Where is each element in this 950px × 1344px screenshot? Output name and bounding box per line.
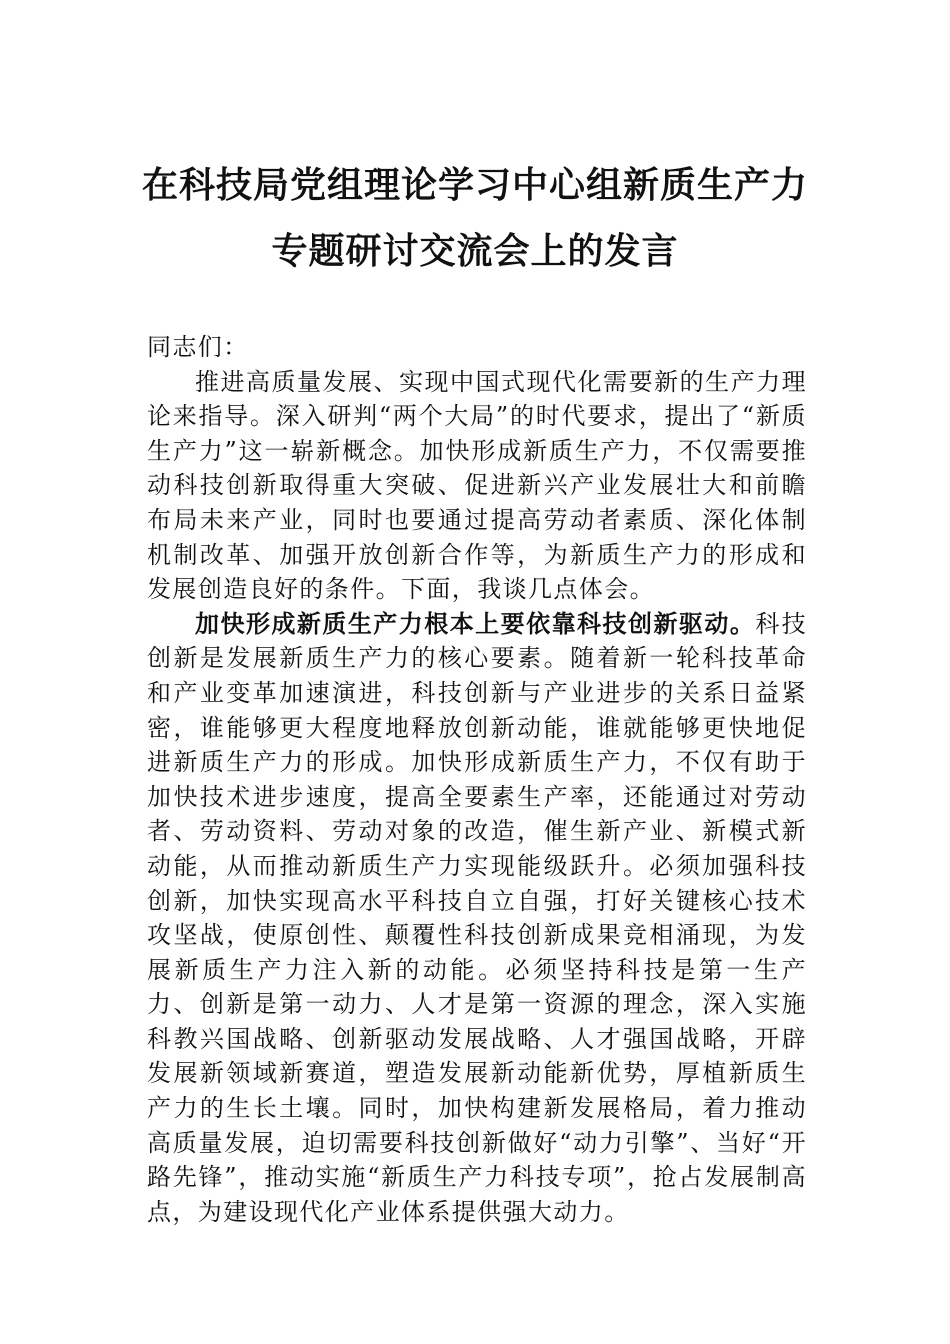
document-title-line-2: 专题研讨交流会上的发言 [271,231,679,272]
document-body [147,330,807,1229]
paragraph-body-text: 科技创新是发展新质生产力的核心要素。随着新一轮科技革命和产业变革加速演进，科技创新与产业进步的关系日益紧密，谁能够更大程度地释放创新动能，谁就能够更快地促进新质生产力的形成。加快形成新质生产力，不仅有助于加快技术进步速度，提高全要素生产率，还能通过对劳动者、劳动资料、劳动对象的改造，催生新产业、新模式新动能，从而推动新质生产力实现能级跃升。必须加强科技创新，加快实现高水平科技自立自强，打好关键核心技术攻坚战，使原创性、颠覆性科技创新成果竞相涌现，为发展新质生产力注入新的动能。必须坚持科技是第一生产力、创新是第一动力、人才是第一资源的理念，深入实施科教兴国战略、创新驱动发展战略、人才强国战略，开辟发展新领域新赛道，塑造发展新动能新优势，厚植新质生产力的生长土壤。同时，加快构建新发展格局，着力推动高质量发展，迫切需要科技创新做好“动力引擎”、当好“开路先锋”，推动实施“新质生产力科技专项”，抢占发展制高点，为建设现代化产业体系提供强大动力。 [147,609,807,1226]
paragraph-introduction: 推进高质量发展、实现中国式现代化需要新的生产力理论来指导。深入研判“两个大局”的时代要求，提出了“新质生产力”这一崭新概念。加快形成新质生产力，不仅需要推动科技创新取得重大突破、促进新兴产业发展壮大和前瞻布局未来产业，同时也要通过提高劳动者素质、深化体制机制改革、加强开放创新合作等，为新质生产力的形成和发展创造良好的条件。下面，我谈几点体会。 [147,367,807,604]
paragraph-lead-sentence: 加快形成新质生产力根本上要依靠科技创新驱动。 [195,609,756,638]
document-title-line-1: 在科技局党组理论学习中心组新质生产力 [141,165,808,206]
salutation: 同志们： [147,333,249,361]
paragraph-tech-innovation [147,607,807,1230]
